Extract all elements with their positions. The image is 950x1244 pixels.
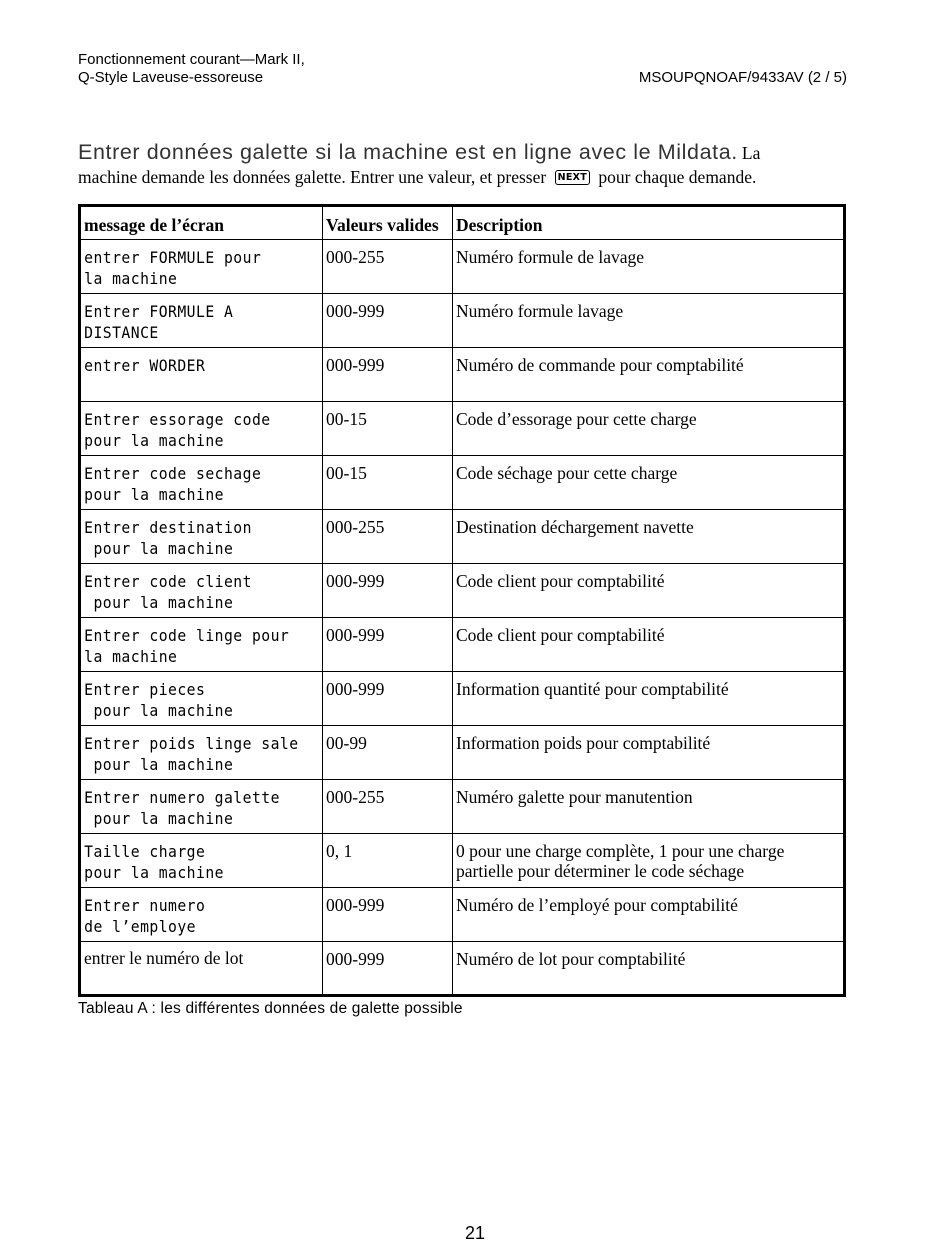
column-header-description: Description: [453, 206, 845, 240]
table-row: [80, 834, 845, 888]
screen-message-cell: Entrer code client pour la machine: [80, 564, 304, 618]
valid-values-cell: 000-999: [323, 888, 453, 942]
table-caption: Tableau A : les différentes données de galette possible: [78, 1000, 463, 1017]
description-cell: 0 pour une charge complète, 1 pour une charge partielle pour déterminer le code séchage: [453, 834, 845, 888]
valid-values-cell: 000-255: [323, 510, 453, 564]
description-cell: Numéro galette pour manutention: [453, 780, 845, 834]
valid-values-cell: 00-15: [323, 402, 453, 456]
table-row: [80, 348, 845, 402]
table-row: [80, 672, 845, 726]
valid-values-cell: 000-999: [323, 942, 453, 996]
table-row: [80, 294, 845, 348]
screen-message-cell: Entrer destination pour la machine: [80, 510, 304, 564]
intro-text-b: Entrer une valeur, et presser: [350, 167, 547, 187]
intro-text-a: machine demande les données galette.: [78, 167, 346, 187]
description-cell: Code client pour comptabilité: [453, 564, 845, 618]
screen-message-cell: entrer FORMULE pour la machine: [80, 240, 304, 294]
valid-values-cell: 00-15: [323, 456, 453, 510]
table-row: [80, 402, 845, 456]
valid-values-cell: 000-255: [323, 780, 453, 834]
description-cell: Information quantité pour comptabilité: [453, 672, 845, 726]
document-reference: MSOUPQNOAF/9433AV (2 / 5): [638, 69, 847, 86]
column-header-message: message de l’écran: [80, 206, 323, 240]
table-row: [80, 240, 845, 294]
running-header-left: [78, 51, 305, 87]
screen-message-cell: Entrer FORMULE A DISTANCE: [80, 294, 304, 348]
screen-message-cell: Entrer numero galette pour la machine: [80, 780, 304, 834]
valid-values-cell: 000-999: [323, 564, 453, 618]
table-row: [80, 564, 845, 618]
galette-data-table-container: [78, 204, 846, 997]
description-cell: Numéro de commande pour comptabilité: [453, 348, 845, 402]
description-cell: Code d’essorage pour cette charge: [453, 402, 845, 456]
table-row: [80, 510, 845, 564]
intro-text-c: pour chaque demande.: [598, 167, 757, 187]
description-cell: Information poids pour comptabilité: [453, 726, 845, 780]
valid-values-cell: 000-999: [323, 348, 453, 402]
screen-message-cell: Entrer essorage code pour la machine: [80, 402, 304, 456]
valid-values-cell: 00-99: [323, 726, 453, 780]
screen-message-cell: entrer le numéro de lot: [80, 942, 323, 996]
description-cell: Numéro formule lavage: [453, 294, 845, 348]
table-body: [80, 240, 845, 996]
screen-message-cell: Taille charge pour la machine: [80, 834, 304, 888]
galette-data-table: [78, 204, 846, 997]
table-row: [80, 888, 845, 942]
screen-message-cell: Entrer code sechage pour la machine: [80, 456, 304, 510]
description-cell: Numéro de l’employé pour comptabilité: [453, 888, 845, 942]
table-row: [80, 618, 845, 672]
screen-message-cell: Entrer code linge pour la machine: [80, 618, 304, 672]
description-cell: Code séchage pour cette charge: [453, 456, 845, 510]
valid-values-cell: 000-255: [323, 240, 453, 294]
next-key-icon: NEXT: [555, 170, 590, 185]
description-cell: Destination déchargement navette: [453, 510, 845, 564]
screen-message-cell: entrer WORDER: [80, 348, 304, 402]
description-cell: Code client pour comptabilité: [453, 618, 845, 672]
valid-values-cell: 0, 1: [323, 834, 453, 888]
valid-values-cell: 000-999: [323, 618, 453, 672]
description-cell: Numéro de lot pour comptabilité: [453, 942, 845, 996]
screen-message-cell: Entrer poids linge sale pour la machine: [80, 726, 304, 780]
column-header-valid-values: Valeurs valides: [323, 206, 453, 240]
table-row: [80, 726, 845, 780]
table-header-row: [80, 206, 845, 240]
valid-values-cell: 000-999: [323, 294, 453, 348]
screen-message-cell: Entrer numero de l’employe: [80, 888, 304, 942]
intro-text-la: La: [741, 143, 761, 163]
description-cell: Numéro formule de lavage: [453, 240, 845, 294]
table-row: [80, 456, 845, 510]
header-title-line2: Q-Style Laveuse-essoreuse: [78, 69, 264, 86]
intro-heading: Entrer données galette si la machine est en ligne avec le Mildata.: [78, 140, 738, 164]
table-row: [80, 942, 845, 996]
header-title-line1: Fonctionnement courant—Mark II,: [78, 51, 305, 68]
table-row: [80, 780, 845, 834]
screen-message-cell: Entrer pieces pour la machine: [80, 672, 304, 726]
valid-values-cell: 000-999: [323, 672, 453, 726]
intro-paragraph: [78, 140, 848, 188]
page-number: 21: [464, 1223, 486, 1243]
